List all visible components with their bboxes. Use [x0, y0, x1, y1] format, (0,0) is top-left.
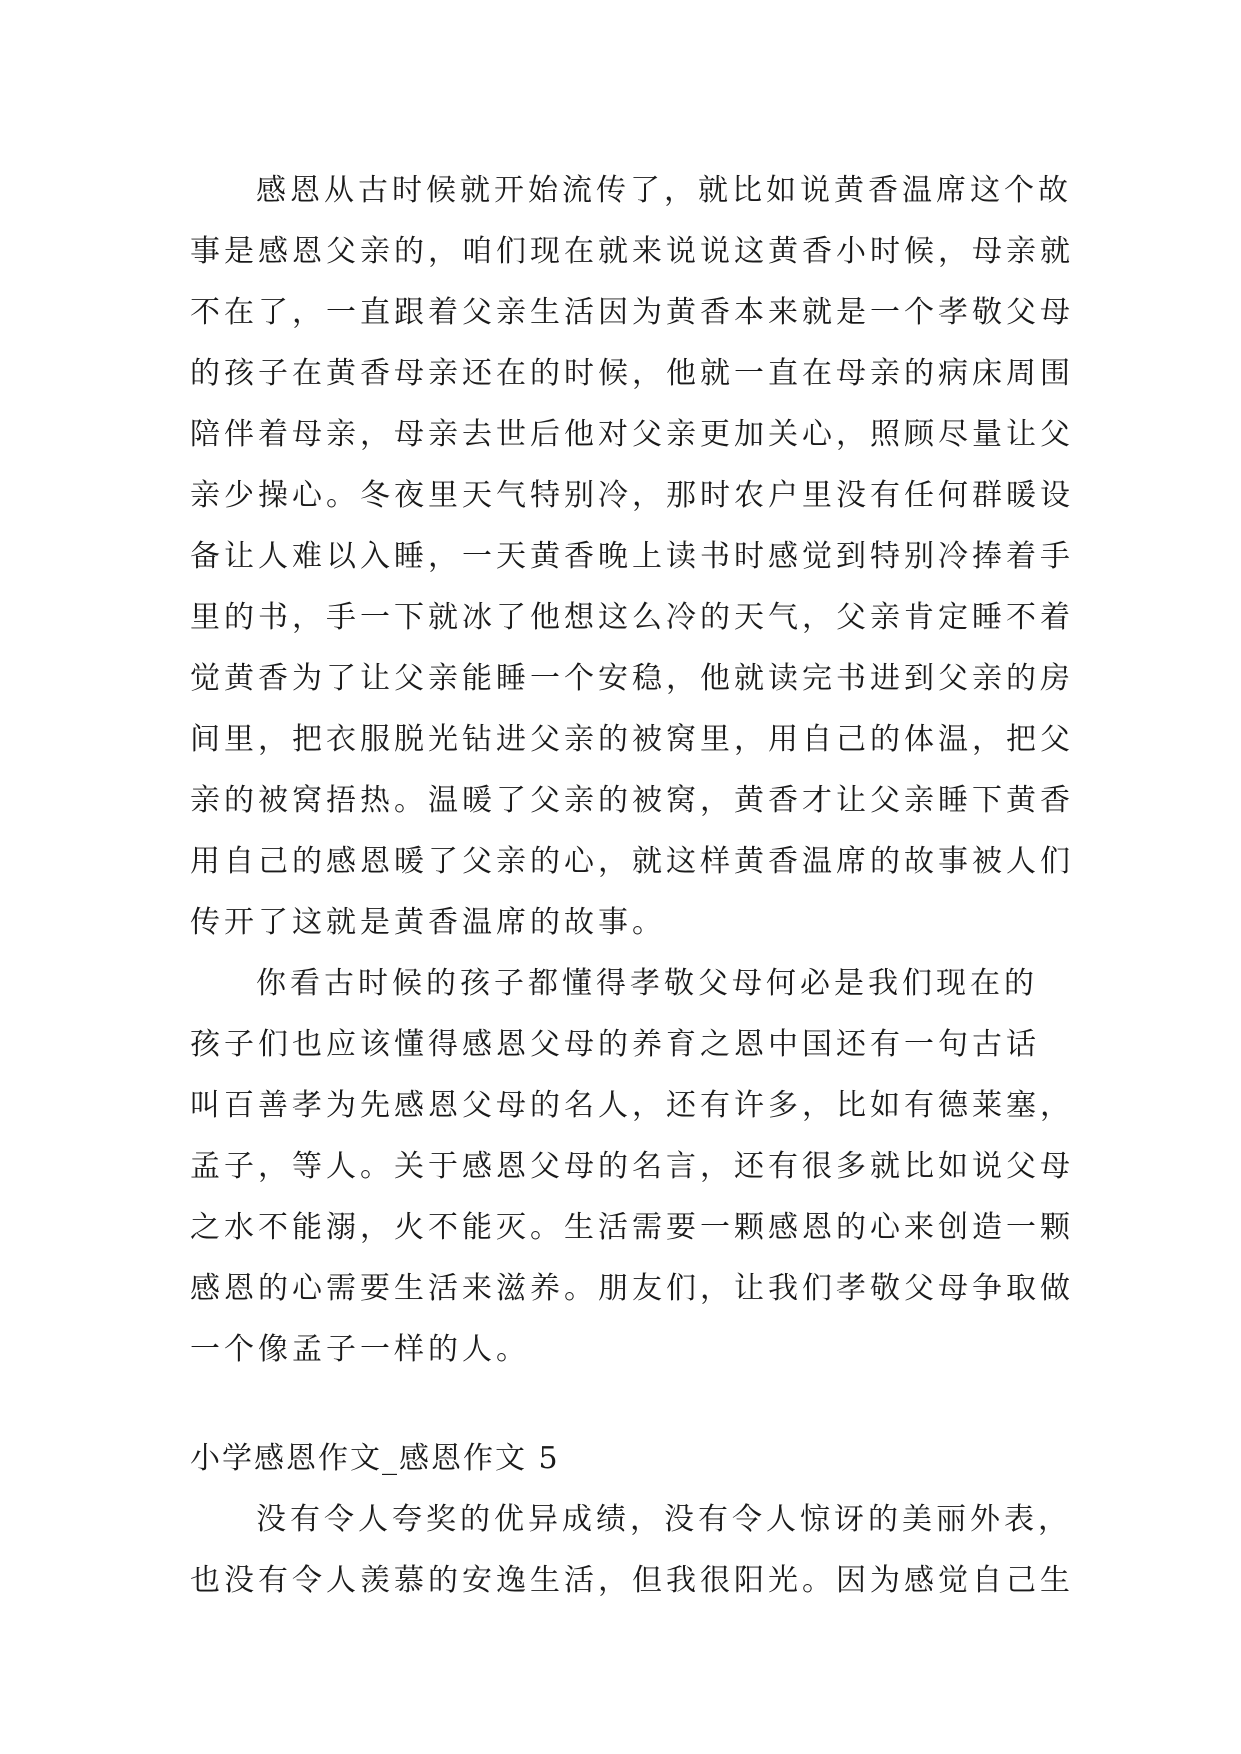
text-line: 用自己的感恩暖了父亲的心，就这样黄香温席的故事被人们 — [190, 844, 1074, 879]
text-line: 孟子，等人。关于感恩父母的名言，还有很多就比如说父母 — [190, 1149, 1074, 1184]
text-line: 没有令人夸奖的优异成绩，没有令人惊讶的美丽外表， — [256, 1502, 1072, 1537]
text-line: 也没有令人羡慕的安逸生活，但我很阳光。因为感觉自己生 — [190, 1563, 1074, 1598]
text-line: 备让人难以入睡，一天黄香晚上读书时感觉到特别冷捧着手 — [190, 539, 1074, 574]
document-body — [190, 160, 1074, 1611]
text-line: 陪伴着母亲，母亲去世后他对父亲更加关心，照顾尽量让父 — [190, 417, 1074, 452]
text-line: 叫百善孝为先感恩父母的名人，还有许多，比如有德莱塞， — [190, 1088, 1074, 1123]
text-line: 亲的被窝捂热。温暖了父亲的被窝，黄香才让父亲睡下黄香 — [190, 783, 1074, 818]
text-line: 一个像孟子一样的人。 — [190, 1332, 530, 1367]
text-line: 你看古时候的孩子都懂得孝敬父母何必是我们现在的 — [256, 966, 1038, 1001]
section-spacer — [190, 1380, 1050, 1428]
text-line: 感恩从古时候就开始流传了，就比如说黄香温席这个故 — [256, 173, 1072, 208]
paragraph-filial-piety — [190, 953, 1074, 1380]
section-heading: 小学感恩作文_感恩作文 5 — [190, 1441, 560, 1476]
text-line: 事是感恩父亲的，咱们现在就来说说这黄香小时候，母亲就 — [190, 234, 1074, 269]
text-line: 的孩子在黄香母亲还在的时候，他就一直在母亲的病床周围 — [190, 356, 1074, 391]
text-line: 觉黄香为了让父亲能睡一个安稳，他就读完书进到父亲的房 — [190, 661, 1074, 696]
text-line: 之水不能溺，火不能灭。生活需要一颗感恩的心来创造一颗 — [190, 1210, 1074, 1245]
text-line: 间里，把衣服脱光钻进父亲的被窝里，用自己的体温，把父 — [190, 722, 1074, 757]
paragraph-essay-5-opening — [190, 1489, 1074, 1611]
text-line: 孩子们也应该懂得感恩父母的养育之恩中国还有一句古话 — [190, 1027, 1040, 1062]
text-line: 里的书，手一下就冰了他想这么冷的天气，父亲肯定睡不着 — [190, 600, 1074, 635]
text-line: 亲少操心。冬夜里天气特别冷，那时农户里没有任何群暖设 — [190, 478, 1074, 513]
text-line: 传开了这就是黄香温席的故事。 — [190, 905, 666, 940]
paragraph-huangxiang-story — [190, 160, 1074, 953]
text-line: 不在了，一直跟着父亲生活因为黄香本来就是一个孝敬父母 — [190, 295, 1074, 330]
text-line: 感恩的心需要生活来滋养。朋友们，让我们孝敬父母争取做 — [190, 1271, 1074, 1306]
